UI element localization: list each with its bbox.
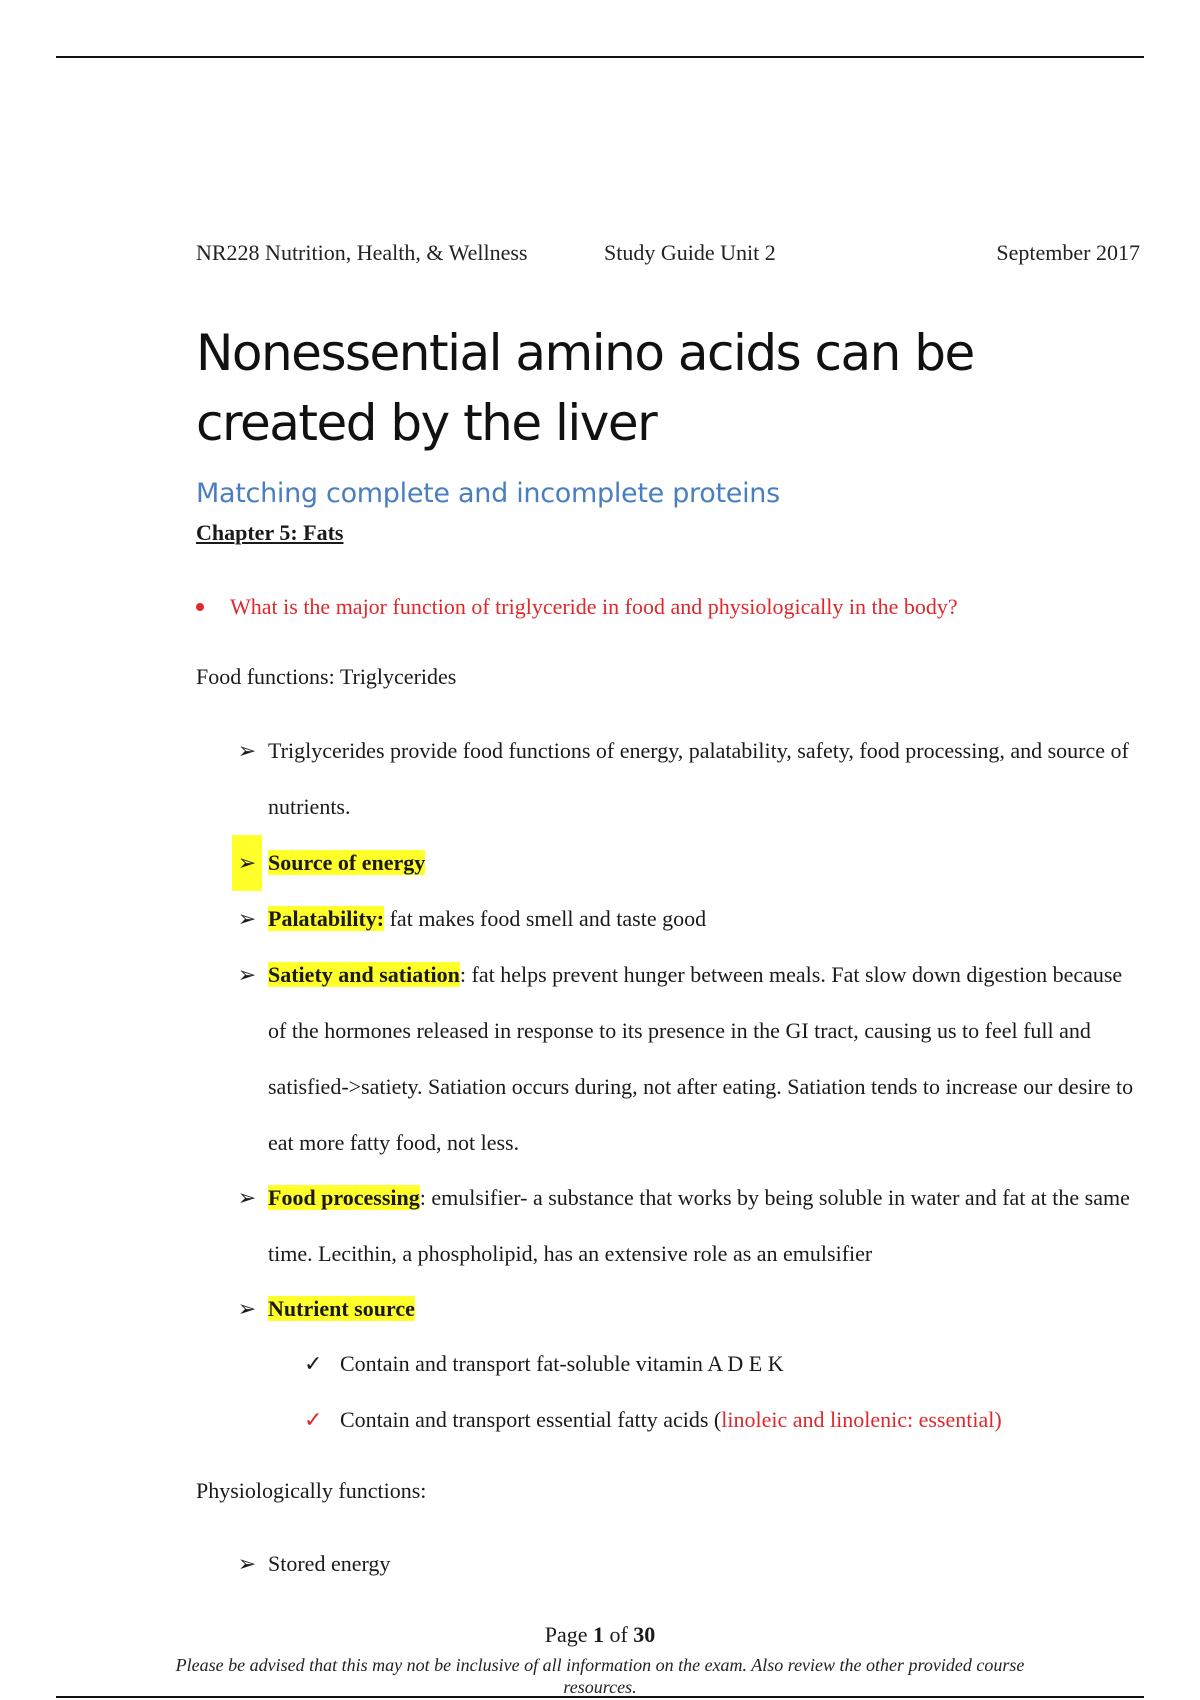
list-item-stored-energy [232, 1536, 1142, 1592]
arrow-bullet-icon: ➢ [237, 962, 257, 987]
arrow-bullet-icon: ➢ [237, 738, 257, 763]
checkmark-icon: ✓ [304, 1407, 323, 1432]
bottom-rule [56, 1696, 1144, 1698]
checkmark-icon: ✓ [304, 1351, 323, 1376]
page-number: Page 1 of 30 [544, 1622, 656, 1647]
arrow-bullet-icon: ➢ [237, 906, 257, 931]
page-title: Nonessential amino acids can be created by the liver [196, 324, 974, 452]
subtitle: Matching complete and incomplete proteins [196, 478, 780, 509]
list-item-satiety [232, 947, 1142, 1171]
arrow-bullet-icon: ➢ [237, 1296, 257, 1321]
food-functions-label: Food functions: Triglycerides [196, 664, 457, 689]
check-item-text: Contain and transport essential fatty acids ( [340, 1407, 722, 1432]
list-item-nutrient [232, 1281, 1142, 1337]
arrow-bullet-icon: ➢ [237, 1551, 257, 1576]
list-item-intro [232, 723, 1142, 835]
check-item-vitamins [304, 1336, 784, 1392]
list-item-text: fat makes food smell and taste good [384, 906, 707, 931]
list-item-text: : emulsifier- a substance that works by being soluble in water and fat at the same time. Lecithin, a phospholipid, has an extensive role as an emulsifier [268, 1185, 1130, 1266]
list-item-text: Triglycerides provide food functions of energy, palatability, safety, food processing, and source of nutrients. [268, 738, 1129, 819]
header-course: NR228 Nutrition, Health, & Wellness [196, 240, 528, 265]
page-footer [0, 1622, 1200, 1698]
highlight-term: Source of energy [268, 850, 426, 875]
highlight-term: Satiety and satiation [268, 962, 460, 987]
question-bullet [196, 594, 958, 620]
arrow-bullet-icon: ➢ [232, 835, 262, 891]
check-item-fatty-acids [304, 1392, 1002, 1448]
highlight-term: Nutrient source [268, 1296, 415, 1321]
header-date: September 2017 [996, 240, 1140, 265]
physio-label: Physiologically functions: [196, 1478, 427, 1503]
highlight-term: Palatability: [268, 906, 385, 931]
list-item-processing [232, 1170, 1142, 1282]
header-guide: Study Guide Unit 2 [604, 240, 776, 265]
list-item-energy [232, 835, 1142, 891]
list-item-text: Stored energy [268, 1551, 391, 1576]
question-text: What is the major function of triglyceride in food and physiologically in the body? [230, 594, 958, 619]
top-rule [56, 56, 1144, 58]
chapter-heading: Chapter 5: Fats [196, 520, 344, 545]
highlight-term: Food processing [268, 1185, 420, 1210]
check-item-text: Contain and transport fat-soluble vitamin A D E K [340, 1351, 784, 1376]
page-header [196, 240, 1140, 266]
list-item-palatability [232, 891, 1142, 947]
arrow-bullet-icon: ➢ [237, 1185, 257, 1210]
bullet-dot-icon [196, 603, 204, 611]
list-item-text: : fat helps prevent hunger between meals. Fat slow down digestion because of the hormones released in response to its presence in the GI tract, causing us to feel full and satisfied->satiety. Satiation occurs during, not after eating. Satiation tends to increase our desire to eat more fatty food, not less. [268, 962, 1134, 1155]
footer-disclaimer: Please be advised that this may not be inclusive of all information on the exam. Also review the other provided course resources. [175, 1655, 1025, 1697]
check-item-emphasis: linoleic and linolenic: essential) [721, 1407, 1002, 1432]
